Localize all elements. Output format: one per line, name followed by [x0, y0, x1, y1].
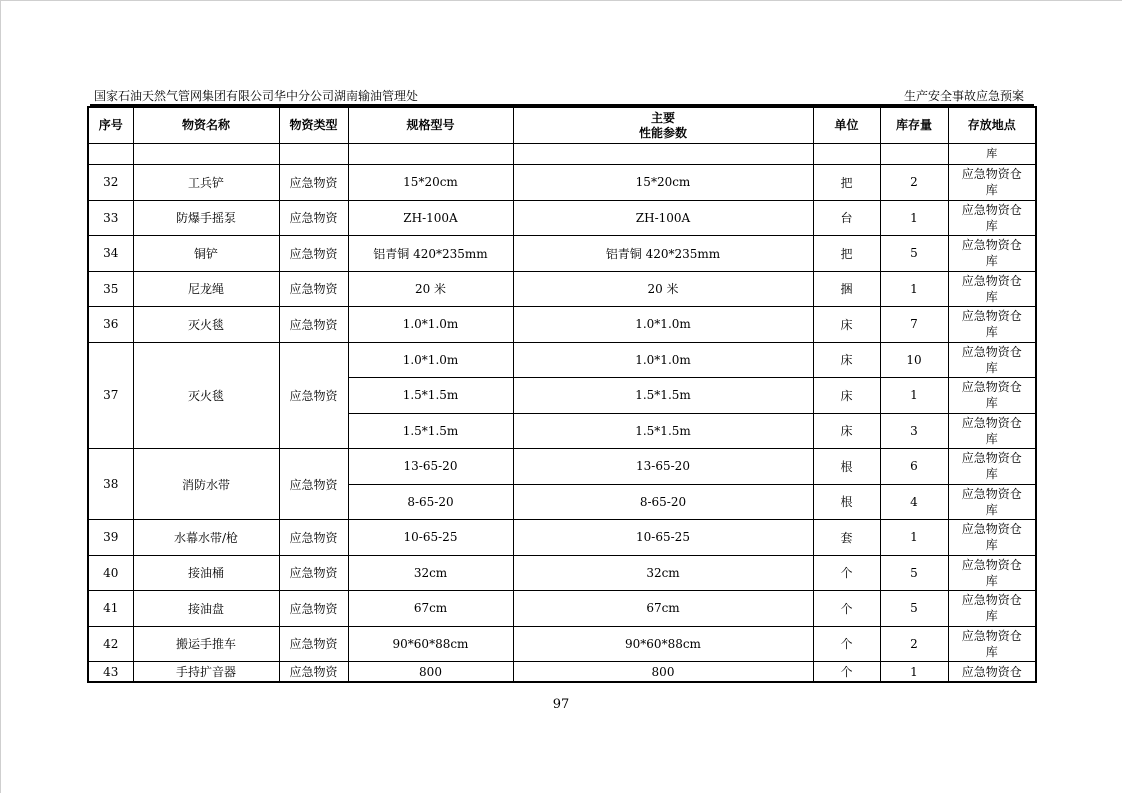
cell-no: 35: [88, 271, 133, 307]
col-header-unit: 单位: [813, 107, 880, 144]
cell-spec: 1.0*1.0m: [348, 342, 513, 378]
cell-param: 1.5*1.5m: [513, 378, 813, 414]
cell-spec: 20 米: [348, 271, 513, 307]
cell-unit: 根: [813, 484, 880, 520]
cell-unit: 个: [813, 626, 880, 662]
cell-empty: [513, 144, 813, 165]
loc-line1: 应急物资仓: [961, 486, 1022, 501]
cell-type: 应急物资: [279, 271, 348, 307]
page-number: 97: [552, 697, 570, 712]
cell-type: 应急物资: [279, 200, 348, 236]
table-row: [88, 236, 1036, 272]
cell-loc: [948, 555, 1036, 591]
cell-loc: [948, 591, 1036, 627]
cell-param: 8-65-20: [513, 484, 813, 520]
cell-param: 90*60*88cm: [513, 626, 813, 662]
cell-param: 20 米: [513, 271, 813, 307]
cell-loc: [948, 342, 1036, 378]
cell-name: 灭火毯: [133, 342, 279, 449]
cell-type: 应急物资: [279, 626, 348, 662]
loc-line2: 库: [985, 573, 998, 588]
cell-qty: 10: [880, 342, 948, 378]
cell-qty: 5: [880, 591, 948, 627]
header-organization: 国家石油天然气管网集团有限公司华中分公司湖南输油管理处: [94, 89, 419, 103]
cell-empty: [348, 144, 513, 165]
cell-type: 应急物资: [279, 449, 348, 520]
col-header-spec: 规格型号: [348, 107, 513, 144]
col-header-param-line1: 主要: [650, 110, 675, 125]
loc-line1: 应急物资仓: [961, 593, 1022, 608]
cell-param: 1.5*1.5m: [513, 413, 813, 449]
page-header: [90, 87, 1034, 105]
cell-qty: 5: [880, 555, 948, 591]
cell-loc: [948, 378, 1036, 414]
loc-line2: 库: [985, 360, 998, 375]
cell-type: 应急物资: [279, 662, 348, 683]
cell-empty: [133, 144, 279, 165]
loc-line1: 应急物资仓: [961, 202, 1022, 217]
cell-name: 水幕水带/枪: [133, 520, 279, 556]
loc-line2: 库: [985, 467, 998, 482]
page-border-left: [0, 0, 1, 793]
cell-spec: 10-65-25: [348, 520, 513, 556]
cell-qty: 4: [880, 484, 948, 520]
cell-qty: 5: [880, 236, 948, 272]
cell-loc: [948, 626, 1036, 662]
cell-qty: 1: [880, 662, 948, 683]
table-row: [88, 271, 1036, 307]
cell-type: 应急物资: [279, 555, 348, 591]
cell-unit: 台: [813, 200, 880, 236]
table-row: [88, 662, 1036, 683]
cell-no: 38: [88, 449, 133, 520]
table-row: [88, 555, 1036, 591]
cell-param: 1.0*1.0m: [513, 307, 813, 343]
loc-line1: 应急物资仓: [961, 380, 1022, 395]
table-row: [88, 200, 1036, 236]
cell-name: 尼龙绳: [133, 271, 279, 307]
cell-type: 应急物资: [279, 307, 348, 343]
cell-type: 应急物资: [279, 520, 348, 556]
loc-line2: 库: [985, 644, 998, 659]
cell-spec: 67cm: [348, 591, 513, 627]
cell-unit: 床: [813, 378, 880, 414]
cell-loc: [948, 413, 1036, 449]
cell-qty: 3: [880, 413, 948, 449]
table-row: [88, 165, 1036, 201]
cell-loc: [948, 271, 1036, 307]
cell-no: 39: [88, 520, 133, 556]
cell-empty: [880, 144, 948, 165]
cell-name: 搬运手推车: [133, 626, 279, 662]
table-row: [88, 626, 1036, 662]
cell-name: 消防水带: [133, 449, 279, 520]
cell-type: 应急物资: [279, 236, 348, 272]
cell-empty: [813, 144, 880, 165]
cell-no: 42: [88, 626, 133, 662]
cell-param: 13-65-20: [513, 449, 813, 485]
cell-spec: 8-65-20: [348, 484, 513, 520]
cell-type: 应急物资: [279, 591, 348, 627]
loc-line1: 应急物资仓: [961, 628, 1022, 643]
cell-qty: 2: [880, 165, 948, 201]
loc-line2: 库: [985, 254, 998, 269]
loc-line2: 库: [985, 502, 998, 517]
table-row: [88, 449, 1036, 485]
cell-no: 33: [88, 200, 133, 236]
col-header-param: [513, 107, 813, 144]
cell-loc: [948, 307, 1036, 343]
col-header-qty: 库存量: [880, 107, 948, 144]
cell-unit: 床: [813, 413, 880, 449]
col-header-param-line2: 性能参数: [638, 125, 687, 140]
table-row: [88, 342, 1036, 378]
cell-spec: 13-65-20: [348, 449, 513, 485]
loc-line1: 应急物资仓: [961, 344, 1022, 359]
table-row-continued: [88, 144, 1036, 165]
cell-spec: 15*20cm: [348, 165, 513, 201]
cell-param: 800: [513, 662, 813, 683]
cell-unit: 个: [813, 591, 880, 627]
table-row: [88, 591, 1036, 627]
cell-param: 1.0*1.0m: [513, 342, 813, 378]
cell-spec: 1.5*1.5m: [348, 413, 513, 449]
loc-line2: 库: [985, 325, 998, 340]
cell-qty: 6: [880, 449, 948, 485]
loc-line1: 应急物资仓: [961, 273, 1022, 288]
cell-qty: 1: [880, 378, 948, 414]
cell-no: 36: [88, 307, 133, 343]
cell-no: 37: [88, 342, 133, 449]
cell-name: 接油桶: [133, 555, 279, 591]
cell-unit: 个: [813, 555, 880, 591]
cell-param: 32cm: [513, 555, 813, 591]
loc-line2: 库: [985, 396, 998, 411]
cell-spec: 1.5*1.5m: [348, 378, 513, 414]
cell-name: 接油盘: [133, 591, 279, 627]
loc-line2: 库: [985, 538, 998, 553]
cell-no: 43: [88, 662, 133, 683]
cell-name: 工兵铲: [133, 165, 279, 201]
cell-spec: ZH-100A: [348, 200, 513, 236]
cell-param: 10-65-25: [513, 520, 813, 556]
cell-spec: 1.0*1.0m: [348, 307, 513, 343]
cell-name: 灭火毯: [133, 307, 279, 343]
loc-line1: 应急物资仓: [961, 557, 1022, 572]
loc-line1: 应急物资仓: [961, 522, 1022, 537]
cell-type: 应急物资: [279, 165, 348, 201]
inventory-table: [87, 106, 1037, 683]
table-row: [88, 520, 1036, 556]
cell-name: 铜铲: [133, 236, 279, 272]
cell-unit: 个: [813, 662, 880, 683]
cell-qty: 7: [880, 307, 948, 343]
cell-spec: 铝青铜 420*235mm: [348, 236, 513, 272]
cell-loc: [948, 484, 1036, 520]
loc-line1: 应急物资仓: [961, 238, 1022, 253]
cell-unit: 捆: [813, 271, 880, 307]
table-header-row: [88, 107, 1036, 144]
col-header-name: 物资名称: [133, 107, 279, 144]
cell-qty: 1: [880, 200, 948, 236]
page-border-top: [0, 0, 1122, 1]
loc-line2: 库: [985, 218, 998, 233]
cell-qty: 1: [880, 271, 948, 307]
cell-loc: [948, 520, 1036, 556]
col-header-no: 序号: [88, 107, 133, 144]
cell-loc: 应急物资仓: [948, 662, 1036, 683]
loc-line1: 应急物资仓: [961, 167, 1022, 182]
col-header-loc: 存放地点: [948, 107, 1036, 144]
cell-unit: 根: [813, 449, 880, 485]
table-row: [88, 307, 1036, 343]
cell-spec: 90*60*88cm: [348, 626, 513, 662]
cell-unit: 套: [813, 520, 880, 556]
cell-unit: 把: [813, 165, 880, 201]
cell-unit: 床: [813, 342, 880, 378]
cell-unit: 把: [813, 236, 880, 272]
loc-line2: 库: [985, 183, 998, 198]
loc-line1: 应急物资仓: [961, 309, 1022, 324]
cell-spec: 32cm: [348, 555, 513, 591]
loc-line1: 应急物资仓: [961, 451, 1022, 466]
cell-name: 手持扩音器: [133, 662, 279, 683]
cell-loc: [948, 449, 1036, 485]
header-document-title: 生产安全事故应急预案: [903, 89, 1024, 103]
cell-loc: [948, 236, 1036, 272]
cell-loc: [948, 165, 1036, 201]
cell-qty: 2: [880, 626, 948, 662]
loc-line2: 库: [985, 431, 998, 446]
cell-param: ZH-100A: [513, 200, 813, 236]
cell-unit: 床: [813, 307, 880, 343]
loc-line1: 应急物资仓: [961, 415, 1022, 430]
cell-loc: [948, 200, 1036, 236]
cell-qty: 1: [880, 520, 948, 556]
cell-no: 34: [88, 236, 133, 272]
col-header-type: 物资类型: [279, 107, 348, 144]
cell-type: 应急物资: [279, 342, 348, 449]
cell-empty: [88, 144, 133, 165]
cell-no: 32: [88, 165, 133, 201]
loc-line2: 库: [985, 609, 998, 624]
cell-no: 40: [88, 555, 133, 591]
cell-name: 防爆手摇泵: [133, 200, 279, 236]
cell-loc: 库: [948, 144, 1036, 165]
cell-spec: 800: [348, 662, 513, 683]
loc-line2: 库: [985, 289, 998, 304]
cell-param: 15*20cm: [513, 165, 813, 201]
cell-no: 41: [88, 591, 133, 627]
cell-empty: [279, 144, 348, 165]
cell-param: 铝青铜 420*235mm: [513, 236, 813, 272]
cell-param: 67cm: [513, 591, 813, 627]
